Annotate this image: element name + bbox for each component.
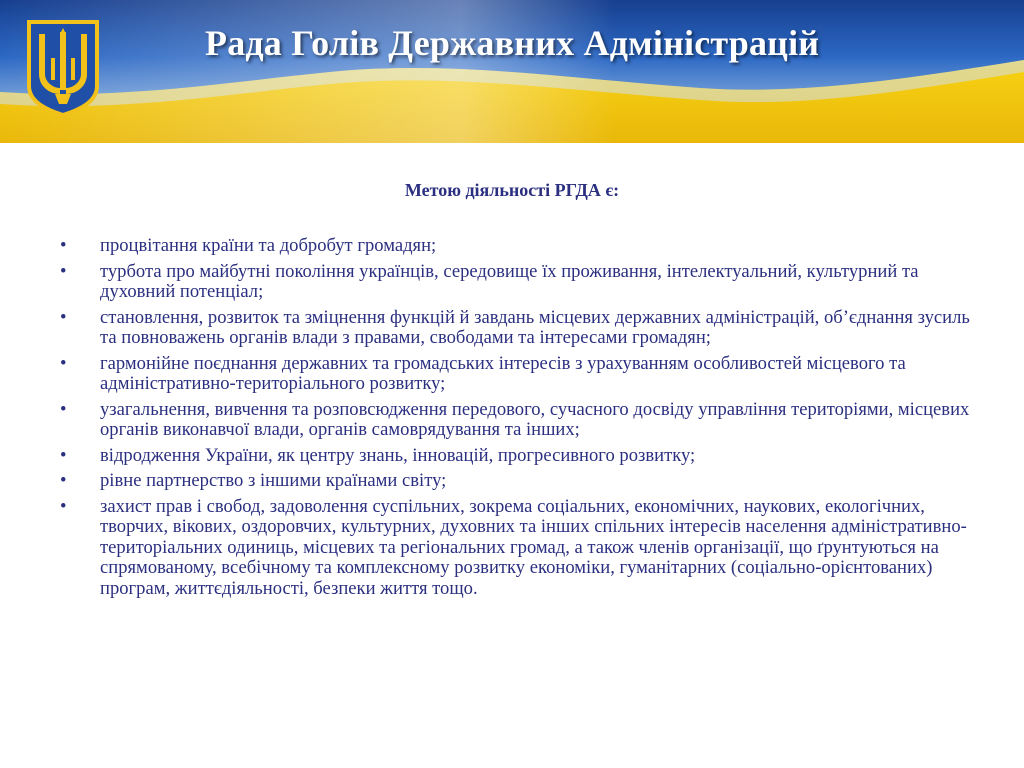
list-item <box>60 446 980 467</box>
bullet-icon: • <box>60 470 67 491</box>
trident-emblem-icon <box>25 18 101 118</box>
list-item-text: процвітання країни та добробут громадян; <box>100 235 437 256</box>
bullet-icon: • <box>60 306 67 328</box>
list-item <box>60 308 980 349</box>
bullet-icon: • <box>60 398 67 420</box>
slide-title: Рада Голів Державних Адміністрацій <box>205 23 820 63</box>
list-item <box>60 400 980 441</box>
flag-banner <box>0 0 1024 143</box>
list-item-text: відродження України, як центру знань, інновацій, прогресивного розвитку; <box>100 444 696 466</box>
list-item-text: гармонійне поєднання державних та громадських інтересів з урахуванням особливостей місцевого та адміністративно-територіального розвитку; <box>100 352 906 394</box>
bullet-icon: • <box>60 495 67 517</box>
bullet-icon: • <box>60 260 67 282</box>
list-item <box>60 471 980 492</box>
goals-heading: Метою діяльності РГДА є: <box>404 180 620 200</box>
list-item <box>60 354 980 395</box>
list-item <box>60 262 980 303</box>
list-item-text: захист прав і свобод, задоволення суспільних, зокрема соціальних, економічних, наукових, екологічних, творчих, вікових, оздоровчих, культурних, духовних та інших спільних інтересів населення адміністративно-територіальних одиниць, місцевих та регіональних громад, а також членів організації, що ґрунтуються на спрямованому, всебічному та комплексному розвитку економіки, гуманітарних (соціально-орієнтованих) програм, життєдіяльності, безпеки життя тощо. <box>100 495 967 599</box>
goals-list <box>60 236 980 604</box>
list-item-text: узагальнення, вивчення та розповсюдження передового, сучасного досвіду управління територіями, місцевих органів виконавчої влади, органів самоврядування та інших; <box>100 398 970 440</box>
list-item <box>60 497 980 600</box>
bullet-icon: • <box>60 352 67 374</box>
list-item-text: рівне партнерство з іншими країнами світу; <box>100 470 447 491</box>
bullet-icon: • <box>60 235 67 256</box>
list-item <box>60 236 980 257</box>
list-item-text: турбота про майбутні покоління українців, середовище їх проживання, інтелектуальний, культурний та духовний потенціал; <box>100 260 919 302</box>
list-item-text: становлення, розвиток та зміцнення функцій й завдань місцевих державних адміністрацій, об’єднання зусиль та повноважень органів влади з правами, свободами та інтересами громадян; <box>100 306 970 348</box>
bullet-icon: • <box>60 444 67 466</box>
